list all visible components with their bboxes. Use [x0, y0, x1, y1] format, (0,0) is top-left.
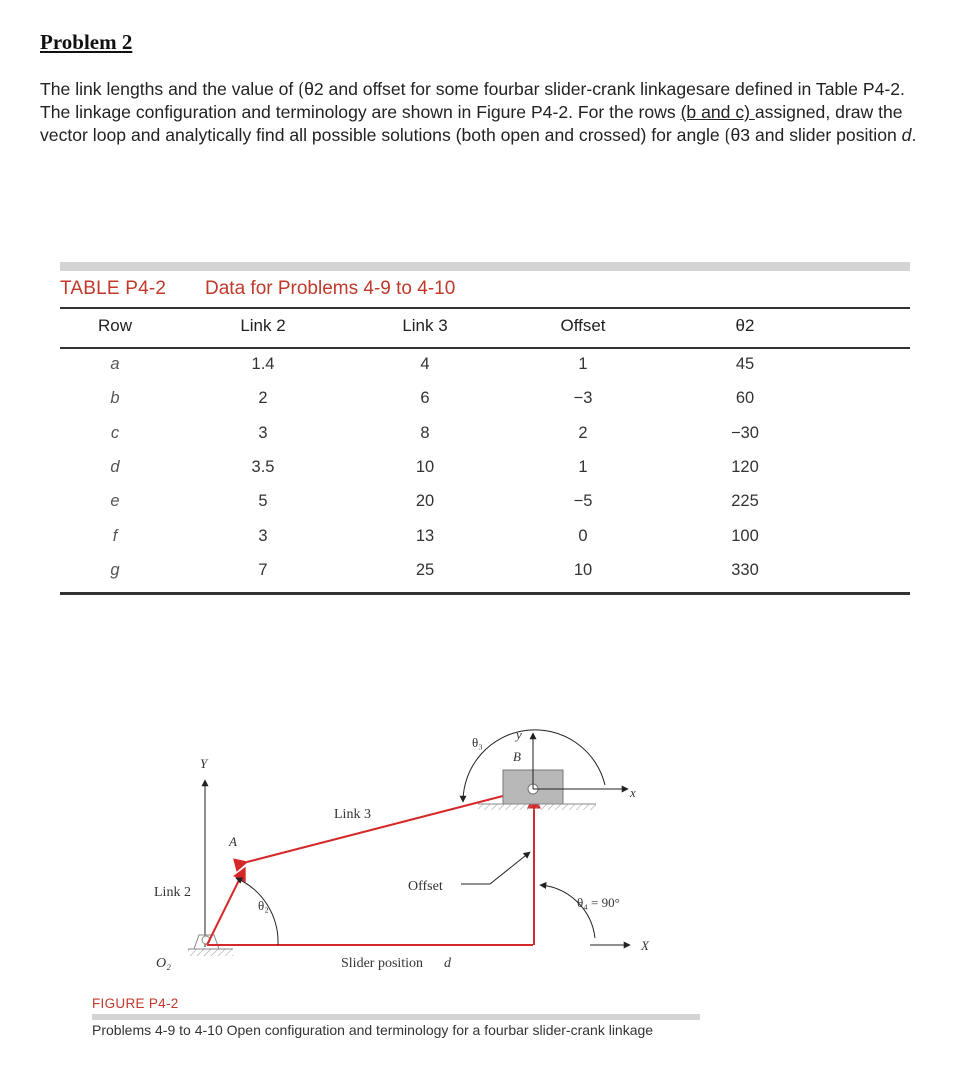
- statement-part-1: The link lengths and the value of: [40, 79, 299, 99]
- cell-theta2: 60: [735, 389, 755, 408]
- cell-link3: 13: [415, 526, 435, 545]
- col-header-link3: Link 3: [402, 316, 448, 335]
- col-header-theta2: θ2: [735, 316, 755, 335]
- cell-theta2: 330: [731, 560, 759, 579]
- label-x-local: x: [630, 785, 636, 800]
- cell-link3: 10: [415, 457, 435, 476]
- statement-part-2: and offset for some fourbar slider-crank linkagesare defined in Table P4-2. The linkage configuration and terminology are shown in Figure P4-2. For the rows: [40, 79, 905, 122]
- ground-o2: [188, 949, 233, 956]
- cell-offset: 1: [578, 355, 588, 373]
- cell-link2: 3: [258, 423, 268, 442]
- cell-theta2: 120: [731, 457, 759, 476]
- label-B: B: [513, 749, 521, 764]
- table-label: TABLE P4-2: [60, 278, 167, 299]
- label-link2: Link 2: [154, 885, 191, 900]
- cell-link2: 1.4: [251, 355, 275, 373]
- slider-ground: [478, 804, 596, 810]
- col-header-link2: Link 2: [240, 316, 286, 335]
- statement-part-4: and slider position: [750, 125, 902, 145]
- cell-theta2: 225: [731, 492, 759, 511]
- cell-theta2: −30: [731, 423, 759, 442]
- cell-row: g: [110, 560, 120, 579]
- label-O2: O₂: [156, 956, 171, 971]
- figure-label: FIGURE P4-2: [92, 996, 179, 1011]
- statement-part-3: assigned, draw the vector loop and analytically find all possible solutions (both open and crossed) for angle: [40, 102, 903, 145]
- theta2-symbol: ⟮θ2: [298, 79, 324, 99]
- cell-theta2: 100: [731, 526, 759, 545]
- cell-row: c: [110, 423, 120, 442]
- offset-leader-b: [490, 852, 530, 884]
- cell-link2: 5: [258, 492, 268, 511]
- cell-link2: 2: [258, 389, 268, 408]
- cell-offset: 10: [573, 560, 593, 579]
- cell-link3: 4: [420, 355, 430, 373]
- col-header-row: Row: [97, 316, 133, 335]
- label-A: A: [229, 834, 237, 849]
- label-theta4: θ₄ = 90°: [577, 895, 620, 910]
- cell-offset: −3: [573, 389, 593, 408]
- cell-offset: 2: [578, 423, 588, 442]
- rows-assigned: (b and c): [680, 102, 755, 122]
- cell-offset: −5: [573, 492, 593, 511]
- figure-caption: Problems 4-9 to 4-10 Open configuration and terminology for a fourbar slider-crank linkage: [92, 1022, 654, 1038]
- cell-link2: 7: [258, 560, 268, 579]
- label-d: d: [444, 956, 451, 971]
- cell-link3: 8: [420, 423, 430, 442]
- cell-row: e: [110, 492, 120, 511]
- cell-link3: 20: [415, 492, 435, 511]
- cell-row: a: [110, 355, 120, 373]
- label-X: X: [641, 938, 649, 953]
- label-slider-position: Slider position: [341, 956, 424, 971]
- cell-row: d: [110, 457, 120, 476]
- cell-offset: 1: [578, 457, 588, 476]
- label-y-local: y: [516, 727, 522, 742]
- cell-theta2: 45: [735, 355, 755, 373]
- theta4-arc: [540, 885, 595, 938]
- label-link3: Link 3: [334, 807, 371, 822]
- label-theta2: θ₂: [258, 898, 269, 913]
- problem-title: Problem 2: [40, 30, 133, 54]
- cell-offset: 0: [578, 526, 588, 545]
- cell-row: f: [112, 526, 118, 545]
- label-theta3: θ₃: [472, 735, 483, 750]
- col-header-offset: Offset: [560, 316, 606, 335]
- label-Y: Y: [200, 756, 208, 771]
- cell-row: b: [110, 389, 120, 408]
- cell-link3: 25: [415, 560, 435, 579]
- cell-link2: 3: [258, 526, 268, 545]
- figure-bar: [92, 1014, 700, 1020]
- link-3-vector: [247, 789, 530, 862]
- statement-part-5: .: [911, 125, 917, 145]
- cell-link2: 3.5: [251, 457, 275, 476]
- d-symbol: d: [901, 125, 912, 145]
- cell-link3: 6: [420, 389, 430, 408]
- table-caption: Data for Problems 4-9 to 4-10: [205, 278, 456, 299]
- label-offset: Offset: [408, 879, 443, 894]
- theta3-symbol: ⟮θ3: [724, 125, 751, 145]
